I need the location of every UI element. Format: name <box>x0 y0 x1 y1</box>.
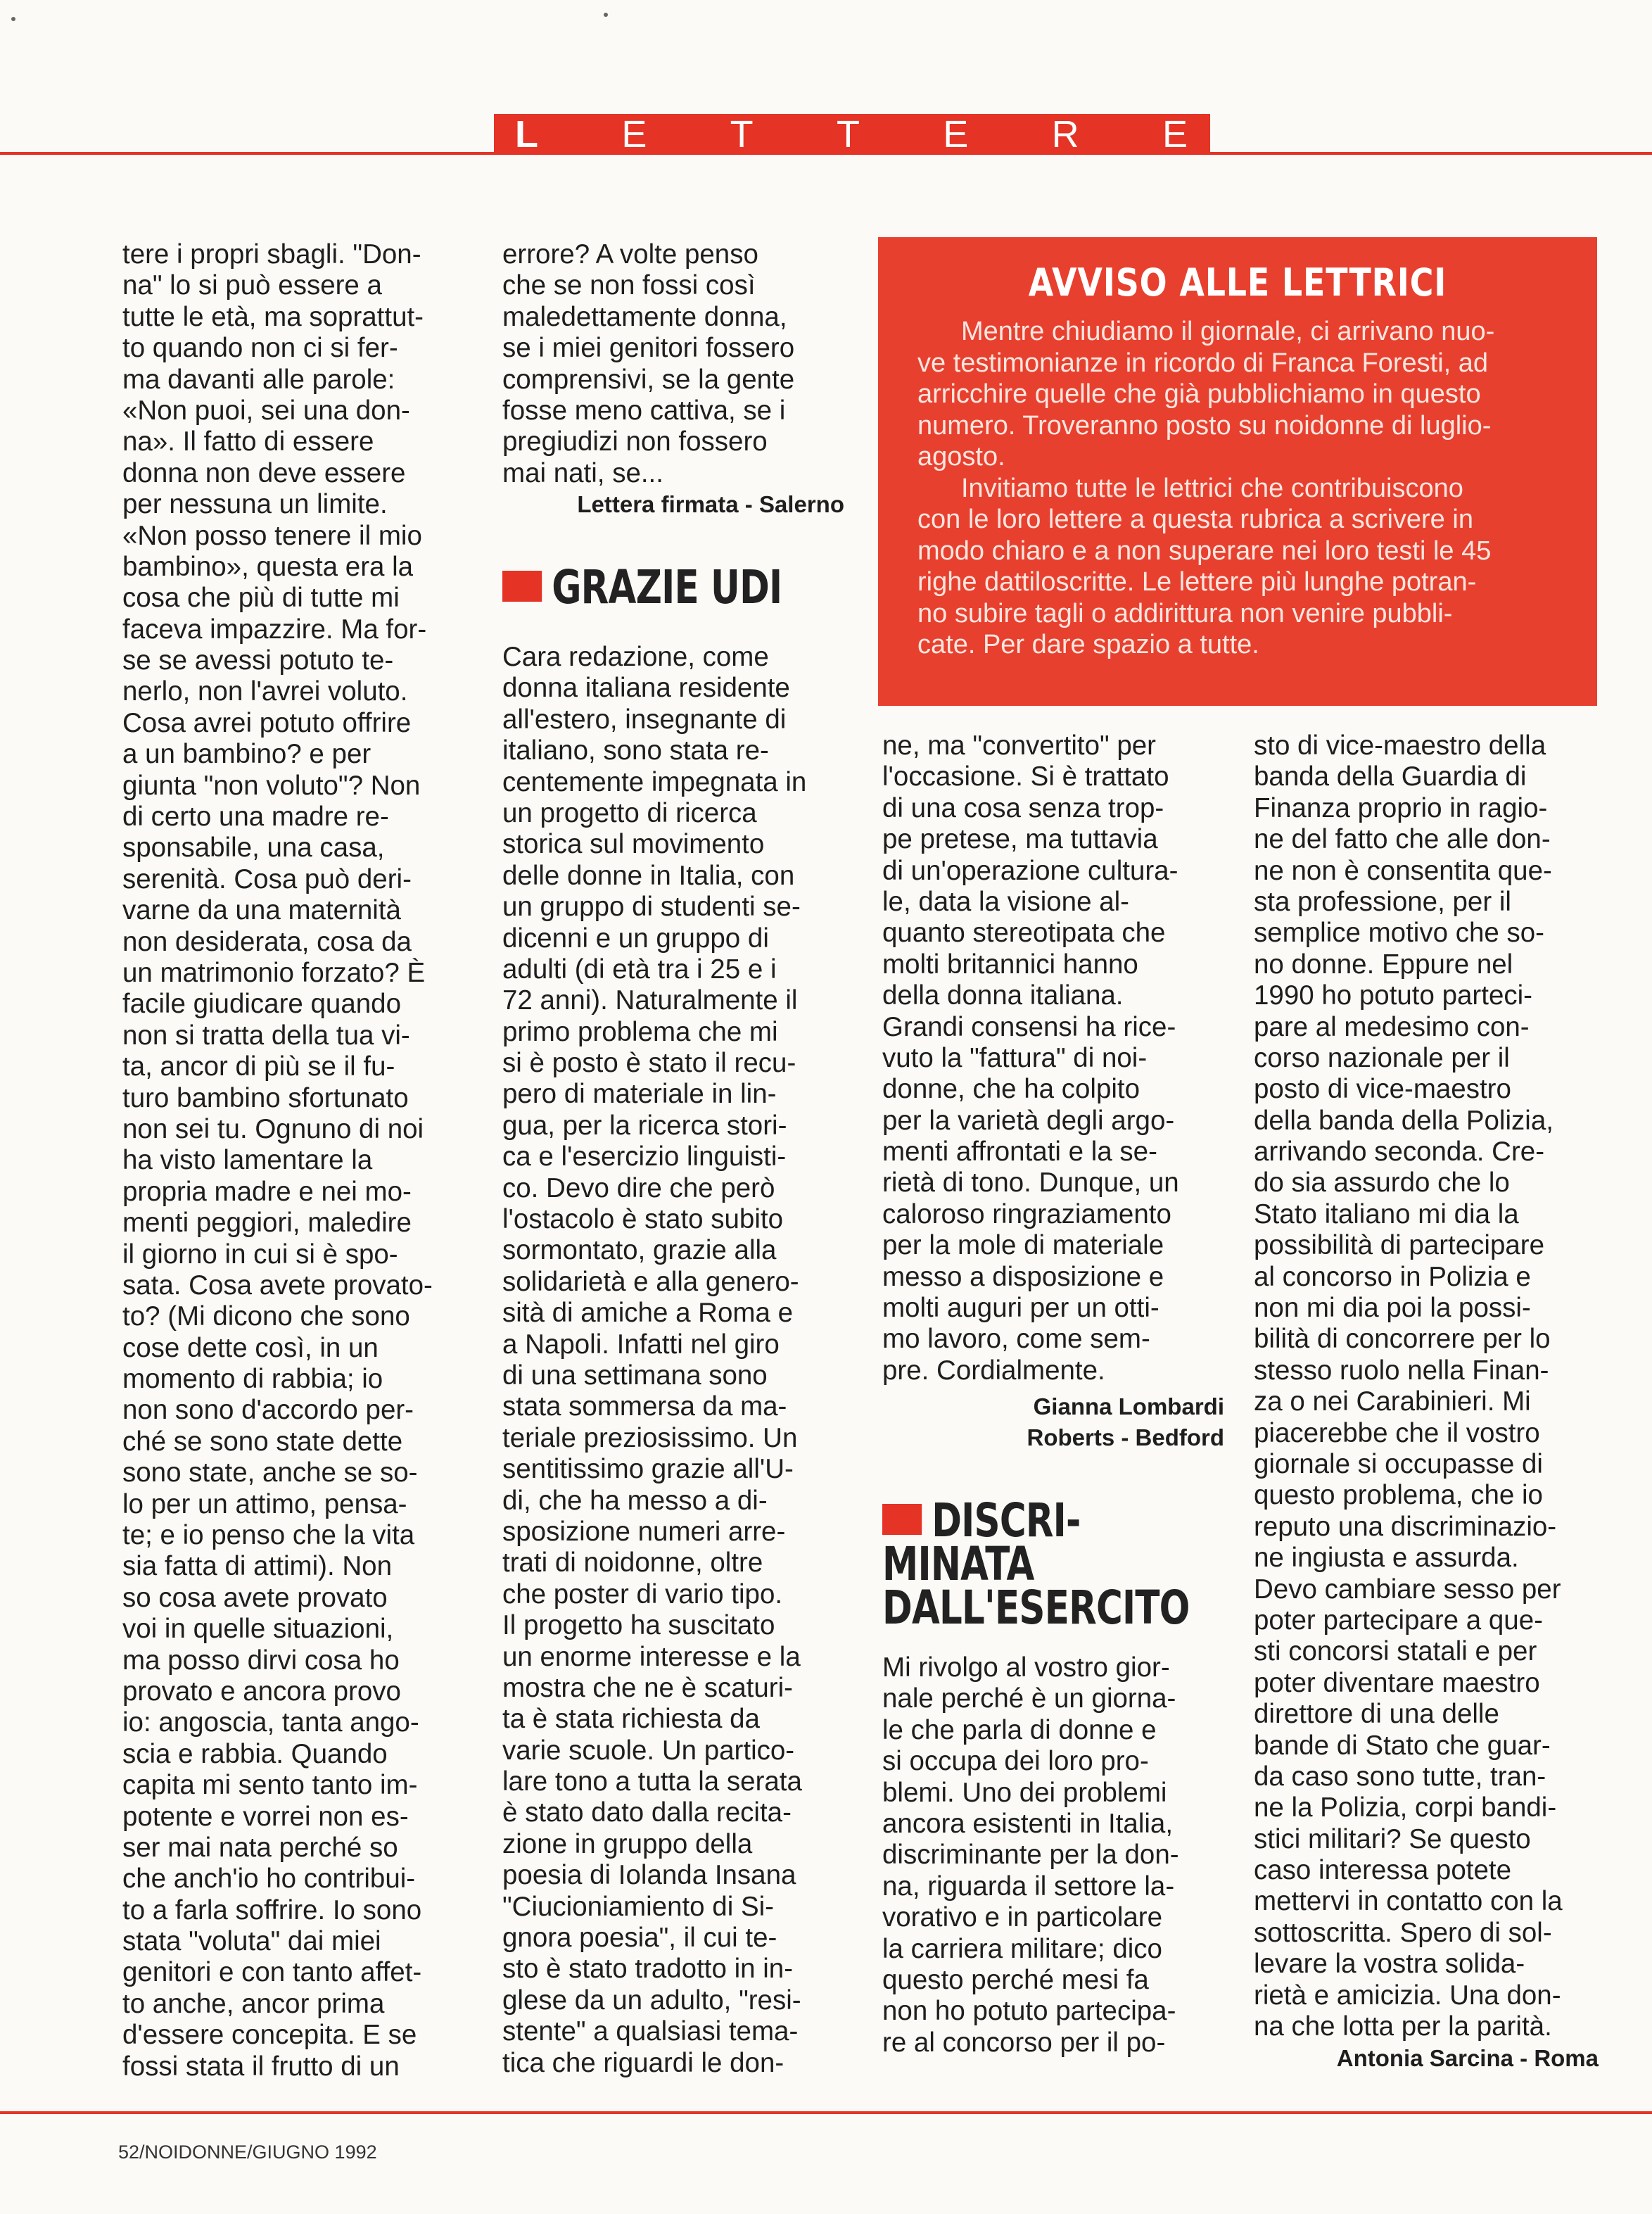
notice-line: no subire tagli o addirittura non venire pubbli- <box>917 598 1453 628</box>
text-line: per nessuna un limite. <box>122 489 388 520</box>
text-line: semplice motivo che so- <box>1254 918 1544 949</box>
text-line: errore? A volte penso <box>502 239 758 270</box>
header-letter: R <box>1051 113 1081 156</box>
text-line: faceva impazzire. Ma for- <box>122 614 427 645</box>
text-line: momento di rabbia; io <box>122 1364 383 1395</box>
text-line: Cosa avrei potuto offrire <box>122 707 412 738</box>
text-line: al concorso in Polizia e <box>1254 1261 1531 1292</box>
text-line: Il progetto ha suscitato <box>502 1610 775 1641</box>
text-line: bilità di concorrere per lo <box>1254 1324 1551 1355</box>
text-line: si occupa dei loro pro- <box>882 1746 1149 1777</box>
text-line: tica che riguardi le don- <box>502 2047 784 2078</box>
text-line: tutte le età, ma soprattut- <box>122 301 424 332</box>
text-line: ne, ma "convertito" per <box>882 730 1156 761</box>
text-line: Cara redazione, come <box>502 642 769 672</box>
text-line: sità di amiche a Roma e <box>502 1298 793 1329</box>
text-line: provato e ancora provo <box>122 1676 401 1707</box>
text-line: non sono d'accordo per- <box>122 1395 414 1426</box>
text-line: na, riguarda il settore la- <box>882 1871 1175 1902</box>
text-line: sono state, anche se so- <box>122 1457 418 1488</box>
text-line: storica sul movimento <box>502 829 765 860</box>
text-line: so cosa avete provato <box>122 1582 388 1613</box>
text-line: no donne. Eppure nel <box>1254 949 1513 980</box>
red-square-marker <box>882 1504 922 1535</box>
text-line: corso nazionale per il <box>1254 1042 1510 1073</box>
text-line: fosse meno cattiva, se i <box>502 395 786 426</box>
text-line: non si tratta della tua vi- <box>122 1020 410 1051</box>
text-line: non mi dia poi la possi- <box>1254 1293 1531 1324</box>
text-line: sponsabile, una casa, <box>122 833 385 864</box>
heading-discri-line3: DALL'ESERCITO <box>882 1581 1190 1635</box>
text-line: poesia di Iolanda Insana <box>502 1860 796 1891</box>
signature-sarcina: Antonia Sarcina - Roma <box>1336 2045 1599 2071</box>
text-line: 1990 ho potuto parteci- <box>1254 980 1532 1011</box>
text-line: non ho potuto partecipa- <box>882 1996 1176 2027</box>
text-line: questo problema, che io <box>1254 1480 1543 1511</box>
text-line: trati di noidonne, oltre <box>502 1548 763 1579</box>
text-line: il giorno in cui si è spo- <box>122 1239 398 1270</box>
text-line: nerlo, non l'avrei voluto. <box>122 676 408 707</box>
text-line: 72 anni). Naturalmente il <box>502 985 798 1016</box>
text-line: cosa che più di tutte mi <box>122 583 400 614</box>
text-line: ne la Polizia, corpi bandi- <box>1254 1792 1557 1823</box>
text-line: di, che ha messo a di- <box>502 1485 768 1516</box>
text-line: stesso ruolo nella Finan- <box>1254 1355 1549 1386</box>
text-line: per la varietà degli argo- <box>882 1105 1175 1136</box>
text-line: primo problema che mi <box>502 1016 778 1047</box>
text-line: questo perché mesi fa <box>882 1964 1149 1995</box>
text-line: propria madre e nei mo- <box>122 1176 412 1207</box>
notice-line: Mentre chiudiamo il giornale, ci arrivano nuo- <box>961 317 1495 346</box>
speck <box>604 13 608 17</box>
text-line: ma davanti alle parole: <box>122 364 395 395</box>
text-line: poter diventare maestro <box>1254 1667 1540 1698</box>
text-line: ne ingiusta e assurda. <box>1254 1543 1519 1574</box>
text-line: di certo una madre re- <box>122 802 389 833</box>
text-line: "Ciucioniamiento di Si- <box>502 1891 774 1922</box>
notice-line: numero. Troveranno posto su noidonne di luglio- <box>917 410 1492 441</box>
text-line: sata. Cosa avete provato- <box>122 1270 433 1301</box>
text-line: Devo cambiare sesso per <box>1254 1574 1561 1605</box>
text-line: varne da una maternità <box>122 895 401 926</box>
header-letter: E <box>943 113 970 156</box>
text-line: un progetto di ricerca <box>502 797 757 828</box>
text-line: adulti (di età tra i 25 e i <box>502 954 777 985</box>
red-square-marker <box>502 571 542 602</box>
text-line: sottoscritta. Spero di sol- <box>1254 1917 1552 1948</box>
text-line: delle donne in Italia, con <box>502 860 795 891</box>
text-line: giornale si occupasse di <box>1254 1448 1543 1479</box>
text-line: sentitissimo grazie all'U- <box>502 1454 794 1485</box>
text-line: un enorme interesse e la <box>502 1641 801 1672</box>
text-line: re al concorso per il po- <box>882 2027 1166 2058</box>
text-line: mai nati, se... <box>502 457 663 488</box>
text-line: di un'operazione cultura- <box>882 855 1178 886</box>
text-line: di una cosa senza trop- <box>882 792 1164 823</box>
text-line: pre. Cordialmente. <box>882 1355 1105 1386</box>
text-line: sia fatta di attimi). Non <box>122 1551 393 1582</box>
text-line: pero di materiale in lin- <box>502 1079 777 1110</box>
text-line: banda della Guardia di <box>1254 761 1527 792</box>
text-line: sto di vice-maestro della <box>1254 730 1546 761</box>
text-line: italiano, sono stata re- <box>502 735 769 766</box>
text-line: turo bambino sfortunato <box>122 1082 409 1113</box>
text-line: d'essere concepita. E se <box>122 2020 417 2051</box>
column-4-signature-box <box>1254 2043 1599 2074</box>
column-3-bottom <box>882 1652 1227 2058</box>
text-line: sposizione numeri arre- <box>502 1516 786 1547</box>
text-line: ta è stata richiesta da <box>502 1704 760 1735</box>
text-line: direttore di una delle <box>1254 1699 1499 1730</box>
text-line: della donna italiana. <box>882 980 1124 1011</box>
text-line: rietà di tono. Dunque, un <box>882 1168 1179 1198</box>
text-line: co. Devo dire che però <box>502 1172 775 1203</box>
text-line: sto è stato tradotto in in- <box>502 1954 794 1985</box>
text-line: voi in quelle situazioni, <box>122 1614 394 1645</box>
text-line: le, data la visione al- <box>882 886 1129 917</box>
text-line: menti peggiori, maledire <box>122 1208 412 1239</box>
column-1 <box>122 239 474 2082</box>
text-line: sta professione, per il <box>1254 886 1511 917</box>
text-line: di una settimana sono <box>502 1360 768 1391</box>
text-line: bande di Stato che guar- <box>1254 1730 1551 1761</box>
text-line: gua, per la ricerca stori- <box>502 1110 787 1141</box>
text-line: io: angoscia, tanta ango- <box>122 1707 419 1738</box>
signature-lombardi-1: Gianna Lombardi <box>1033 1393 1224 1419</box>
text-line: si è posto è stato il recu- <box>502 1048 796 1079</box>
text-line: a Napoli. Infatti nel giro <box>502 1329 780 1360</box>
notice-line: ve testimonianze in ricordo di Franca Foresti, ad <box>917 348 1489 378</box>
text-line: all'estero, insegnante di <box>502 704 787 735</box>
text-line: stata "voluta" dai miei <box>122 1926 381 1957</box>
page-footer: 52/NOIDONNE/GIUGNO 1992 <box>118 2142 377 2163</box>
text-line: to? (Mi dicono che sono <box>122 1301 410 1332</box>
text-line: caso interessa potete <box>1254 1855 1511 1886</box>
text-line: sormontato, grazie alla <box>502 1235 777 1266</box>
text-line: gnora poesia", il cui te- <box>502 1923 777 1954</box>
text-line: messo a disposizione e <box>882 1261 1164 1292</box>
text-line: della banda della Polizia, <box>1254 1105 1553 1136</box>
text-line: se i miei genitori fossero <box>502 333 795 364</box>
text-line: l'ostacolo è stato subito <box>502 1204 784 1235</box>
text-line: ser mai nata perché so <box>122 1832 398 1863</box>
text-line: che poster di vario tipo. <box>502 1579 783 1609</box>
text-line: vuto la "fattura" di noi- <box>882 1042 1148 1073</box>
text-line: na che lotta per la parità. <box>1254 2011 1552 2042</box>
text-line: serenità. Cosa può deri- <box>122 864 412 894</box>
text-line: centemente impegnata in <box>502 766 807 797</box>
bottom-rule <box>0 2111 1652 2114</box>
text-line: a un bambino? e per <box>122 739 371 770</box>
column-3-top <box>882 730 1227 1386</box>
text-line: fossi stata il frutto di un <box>122 2051 400 2082</box>
text-line: l'occasione. Si è trattato <box>882 761 1169 792</box>
text-line: solidarietà e alla genero- <box>502 1266 799 1297</box>
text-line: possibilità di partecipare <box>1254 1230 1545 1261</box>
text-line: nale perché è un giorna- <box>882 1683 1176 1714</box>
text-line: blemi. Uno dei problemi <box>882 1777 1167 1808</box>
text-line: lo per un attimo, pensa- <box>122 1488 407 1519</box>
text-line: lare tono a tutta la serata <box>502 1766 802 1797</box>
text-line: mostra che ne è scaturi- <box>502 1672 793 1703</box>
text-line: la carriera militare; dico <box>882 1933 1162 1964</box>
text-line: stente" a qualsiasi tema- <box>502 2016 799 2047</box>
text-line: mettervi in contatto con la <box>1254 1886 1563 1917</box>
notice-line: modo chiaro e a non superare nei loro testi le 45 <box>917 536 1492 566</box>
text-line: arrivando seconda. Cre- <box>1254 1137 1545 1168</box>
text-line: do sia assurdo che lo <box>1254 1168 1510 1198</box>
section-header <box>494 114 1210 155</box>
heading-discriminata <box>882 1493 1190 1635</box>
signature-salerno: Lettera firmata - Salerno <box>577 491 844 517</box>
text-line: non sei tu. Ognuno di noi <box>122 1113 424 1144</box>
text-line: to quando non ci si fer- <box>122 333 398 364</box>
text-line: na». Il fatto di essere <box>122 426 374 457</box>
text-line: cose dette così, in un <box>122 1332 379 1363</box>
speck <box>11 17 15 21</box>
text-line: comprensivi, se la gente <box>502 364 795 395</box>
text-line: glese da un adulto, "resi- <box>502 1985 801 2016</box>
text-line: zione in gruppo della <box>502 1828 753 1859</box>
text-line: na" lo si può essere a <box>122 270 382 301</box>
signature-lombardi-2: Roberts - Bedford <box>1027 1424 1224 1451</box>
text-line: ne del fatto che alle don- <box>1254 824 1551 855</box>
text-line: donna non deve essere <box>122 457 406 488</box>
text-line: reputo una discriminazio- <box>1254 1511 1557 1542</box>
text-line: caloroso ringraziamento <box>882 1198 1171 1229</box>
heading-discri-line1: DISCRI- <box>932 1493 1081 1548</box>
text-line: non desiderata, cosa da <box>122 926 412 957</box>
heading-grazie-text: GRAZIE UDI <box>552 560 782 614</box>
text-line: Grandi consensi ha rice- <box>882 1011 1176 1042</box>
header-letter: E <box>621 113 649 156</box>
text-line: Mi rivolgo al vostro gior- <box>882 1652 1170 1683</box>
text-line: ne non è consentita que- <box>1254 855 1552 886</box>
header-letter: L <box>515 113 540 156</box>
text-line: varie scuole. Un partico- <box>502 1735 795 1766</box>
text-line: maledettamente donna, <box>502 301 787 332</box>
text-line: to anche, ancor prima <box>122 1988 385 2019</box>
text-line: giunta "non voluto"? Non <box>122 770 421 801</box>
column-2-signature-box <box>502 489 844 520</box>
text-line: ché se sono state dette <box>122 1426 403 1457</box>
text-line: tere i propri sbagli. "Don- <box>122 239 421 270</box>
text-line: pregiudizi non fossero <box>502 426 768 457</box>
column-2-bottom <box>502 642 847 2079</box>
text-line: stata sommersa da ma- <box>502 1391 787 1422</box>
text-line: sti concorsi statali e per <box>1254 1636 1537 1667</box>
text-line: Stato italiano mi dia la <box>1254 1198 1519 1229</box>
text-line: rietà e amicizia. Una don- <box>1254 1980 1561 2011</box>
text-line: stici militari? Se questo <box>1254 1823 1531 1854</box>
text-line: piacerebbe che il vostro <box>1254 1417 1540 1448</box>
column-4 <box>1254 730 1599 2042</box>
text-line: quanto stereotipata che <box>882 918 1166 949</box>
text-line: potente e vorrei non es- <box>122 1801 409 1832</box>
text-line: to a farla soffrire. Io sono <box>122 1894 422 1925</box>
header-letter: T <box>730 113 755 156</box>
text-line: ca e l'esercizio linguisti- <box>502 1141 787 1172</box>
text-line: scia e rabbia. Quando <box>122 1738 388 1769</box>
text-line: Finanza proprio in ragio- <box>1254 792 1548 823</box>
text-line: dicenni e un gruppo di <box>502 923 769 954</box>
text-line: teriale preziosissimo. Un <box>502 1422 798 1453</box>
column-3-signature-box <box>882 1391 1224 1454</box>
notice-line: arricchire quelle che già pubblichiamo in questo <box>917 379 1481 409</box>
text-line: molti auguri per un otti- <box>882 1293 1159 1324</box>
text-line: levare la vostra solida- <box>1254 1949 1525 1980</box>
text-line: da caso sono tutte, tran- <box>1254 1761 1546 1792</box>
text-line: genitori e con tanto affet- <box>122 1957 422 1988</box>
notice-box <box>878 237 1597 706</box>
text-line: molti britannici hanno <box>882 949 1138 980</box>
text-line: poter partecipare a que- <box>1254 1605 1543 1636</box>
notice-line: agosto. <box>917 442 1005 472</box>
notice-title: AVVISO ALLE LETTRICI <box>1028 260 1447 305</box>
header-letter: T <box>836 113 861 156</box>
text-line: donna italiana residente <box>502 673 790 704</box>
text-line: za o nei Carabinieri. Mi <box>1254 1386 1531 1417</box>
text-line: per la mole di materiale <box>882 1230 1164 1261</box>
text-line: te; e io penso che la vita <box>122 1520 415 1551</box>
text-line: pe pretese, ma tuttavia <box>882 824 1158 855</box>
text-line: menti affrontati e la se- <box>882 1137 1157 1168</box>
text-line: ancora esistenti in Italia, <box>882 1808 1174 1839</box>
text-line: facile giudicare quando <box>122 989 401 1020</box>
heading-discri-line2: MINATA <box>882 1537 1034 1591</box>
text-line: vorativo e in particolare <box>882 1902 1163 1933</box>
text-line: pare al medesimo con- <box>1254 1011 1530 1042</box>
text-line: se se avessi potuto te- <box>122 645 394 676</box>
text-line: ta, ancor di più se il fu- <box>122 1051 395 1082</box>
notice-line: con le loro lettere a questa rubrica a scrivere in <box>917 505 1473 534</box>
text-line: che se non fossi così <box>502 270 756 301</box>
text-line: «Non puoi, sei una don- <box>122 395 410 426</box>
text-line: è stato dato dalla recita- <box>502 1797 792 1828</box>
text-line: donne, che ha colpito <box>882 1074 1140 1105</box>
text-line: «Non posso tenere il mio <box>122 520 422 551</box>
notice-line: cate. Per dare spazio a tutte. <box>917 630 1259 659</box>
text-line: mo lavoro, come sem- <box>882 1324 1150 1355</box>
notice-line: Invitiamo tutte le lettrici che contribuiscono <box>961 473 1463 503</box>
text-line: bambino», questa era la <box>122 551 414 582</box>
heading-grazie-udi <box>502 560 782 614</box>
text-line: discriminante per la don- <box>882 1840 1179 1871</box>
text-line: ma posso dirvi cosa ho <box>122 1645 400 1676</box>
notice-body <box>878 308 1597 661</box>
text-line: capita mi sento tanto im- <box>122 1770 418 1801</box>
text-line: le che parla di donne e <box>882 1714 1157 1745</box>
text-line: un gruppo di studenti se- <box>502 892 801 923</box>
column-2-top <box>502 239 847 489</box>
text-line: posto di vice-maestro <box>1254 1074 1511 1105</box>
text-line: un matrimonio forzato? È <box>122 957 426 988</box>
header-letter: E <box>1162 113 1189 156</box>
text-line: che anch'io ho contribui- <box>122 1864 416 1894</box>
notice-line: righe dattiloscritte. Le lettere più lunghe potran- <box>917 567 1477 597</box>
text-line: ha visto lamentare la <box>122 1145 373 1176</box>
